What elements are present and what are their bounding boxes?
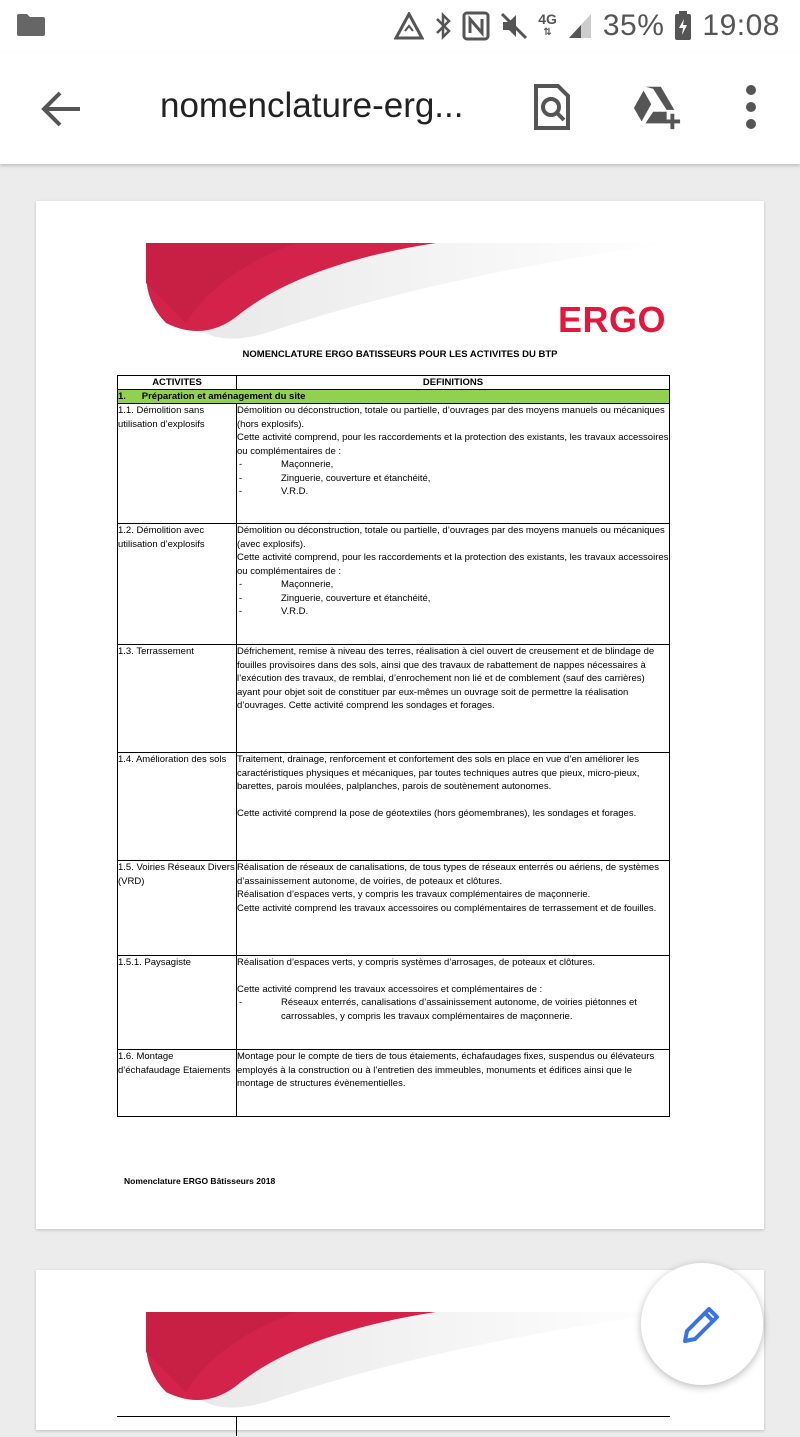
status-bar [0,0,800,52]
col-definitions-header: DEFINITIONS [237,376,670,390]
activity-cell: 1.6. Montage d’échafaudage Etaiements [118,1050,237,1117]
activity-cell: 1.4. Amélioration des sols [118,753,237,861]
list-item: - V.R.D. [237,485,669,499]
edit-fab-button[interactable] [641,1263,763,1385]
document-page [36,201,764,1229]
table-row [118,861,670,956]
definition-text: Défrichement, remise à niveau des terres, réalisation à ciel ouvert de creusement et de blindage de fouilles provisoires dans des sols, ainsi que des travaux de rabattement de nappes nécessaires à l’exécution des travaux, de remblai, d’enrochement non lié et de comblement (sauf des carrières) ayant pour objet soit de constituer par eux-mêmes un ouvrage soit de permettre la réalisation d’ouvrages. Cette activité comprend les sondages et forages. [237,646,655,711]
document-title: nomenclature-erg... [160,86,464,125]
definition-cell [237,645,670,753]
ergo-logo: ERGO [558,299,667,340]
table-header-row [118,376,670,390]
nfc-icon [462,11,490,41]
definition-text: Réalisation d’espaces verts, y compris systèmes d’arrosages, de poteaux et clôtures. [237,957,595,968]
definition-cell [237,753,670,861]
edit-pencil-icon [679,1301,725,1347]
definition-text: Réalisation d’espaces verts, y compris les travaux complémentaires de maçonnerie. [237,889,591,900]
app-bar [0,52,800,164]
activity-cell: 1.5.1. Paysagiste [118,956,237,1050]
battery-percent: 35% [602,9,665,42]
mute-icon [500,11,528,41]
nomenclature-table [117,375,670,1117]
folder-icon [17,14,45,36]
list-item: - Maçonnerie, [237,578,669,592]
list-item: - Réseaux enterrés, canalisations d’assainissement autonome, de voiries piétonnes et carrossables, y compris les travaux complémentaires de maçonnerie. [237,996,669,1023]
table-divider [236,1416,237,1436]
definition-text: Réalisation de réseaux de canalisations, de tous types de réseaux enterrés ou aériens, de systèmes d’assainissement autonome, de voiries, de poteaux et clôtures. [237,862,659,887]
network-type: 4G ⇅ [538,11,557,38]
definition-cell [237,1050,670,1117]
clock: 19:08 [702,9,780,42]
signal-icon [567,12,593,40]
table-row [118,404,670,524]
section-title: 1. Préparation et aménagement du site [118,390,670,404]
definition-text: Traitement, drainage, renforcement et confortement des sols en place en vue d’en améliorer les caractéristiques physiques et mécaniques, par toutes techniques autres que pieux, micro-pieux, barettes, parois moulées, palplanches, parois de soutènement autonomes. [237,754,640,792]
table-row [118,956,670,1050]
battery-charging-icon [674,11,692,41]
activity-cell: 1.3. Terrassement [118,645,237,753]
section-row [118,390,670,404]
definition-text: Démolition ou déconstruction, totale ou partielle, d’ouvrages par des moyens manuels ou mécaniques (avec explosifs). [237,525,665,550]
table-row [118,1050,670,1117]
list-item: - Zinguerie, couverture et étanchéité, [237,592,669,606]
definition-cell [237,524,670,645]
drive-add-icon[interactable] [632,82,682,132]
list-item: - Maçonnerie, [237,458,669,472]
table-row [118,753,670,861]
back-arrow-icon[interactable] [38,86,84,132]
definition-text: Cette activité comprend la pose de géotextiles (hors géomembranes), les sondages et forages. [237,807,637,819]
document-heading: NOMENCLATURE ERGO BATISSEURS POUR LES ACTIVITES DU BTP [242,349,558,360]
definition-text: Cette activité comprend les travaux accessoires et complémentaires de : [237,983,543,995]
list-item: - V.R.D. [237,605,669,619]
col-activities-header: ACTIVITES [118,376,237,390]
data-saver-icon [394,12,424,40]
definition-text: Cette activité comprend les travaux accessoires ou complémentaires de terrassement et de fouilles. [237,902,657,914]
definition-cell [237,404,670,524]
more-vert-icon[interactable] [726,82,776,132]
bluetooth-icon [434,11,452,41]
table-row [118,524,670,645]
activity-cell: 1.5. Voiries Réseaux Divers (VRD) [118,861,237,956]
table-top-border [117,1416,670,1437]
definition-text: Cette activité comprend, pour les raccordements et la protection des existants, les travaux accessoires ou complémentaires de : [237,552,669,577]
definition-cell [237,956,670,1050]
definition-text: Démolition ou déconstruction, totale ou partielle, d’ouvrages par des moyens manuels ou mécaniques (hors explosifs). [237,405,665,430]
ergo-banner-graphic [146,1312,676,1412]
definition-text: Cette activité comprend, pour les raccordements et la protection des existants, les travaux accessoires ou complémentaires de : [237,432,669,457]
page-footer: Nomenclature ERGO Bâtisseurs 2018 [124,1176,276,1186]
definition-text: Montage pour le compte de tiers de tous étaiements, échafaudages fixes, suspendus ou élévateurs employés à la construction ou à l’entretien des immeubles, monuments et édifices ainsi que le montage de structures évènementielles. [237,1051,655,1089]
search-document-icon[interactable] [527,82,577,132]
activity-cell: 1.1. Démolition sans utilisation d’explosifs [118,404,237,524]
activity-cell: 1.2. Démolition avec utilisation d’explosifs [118,524,237,645]
list-item: - Zinguerie, couverture et étanchéité, [237,472,669,486]
definition-cell [237,861,670,956]
table-row [118,645,670,753]
